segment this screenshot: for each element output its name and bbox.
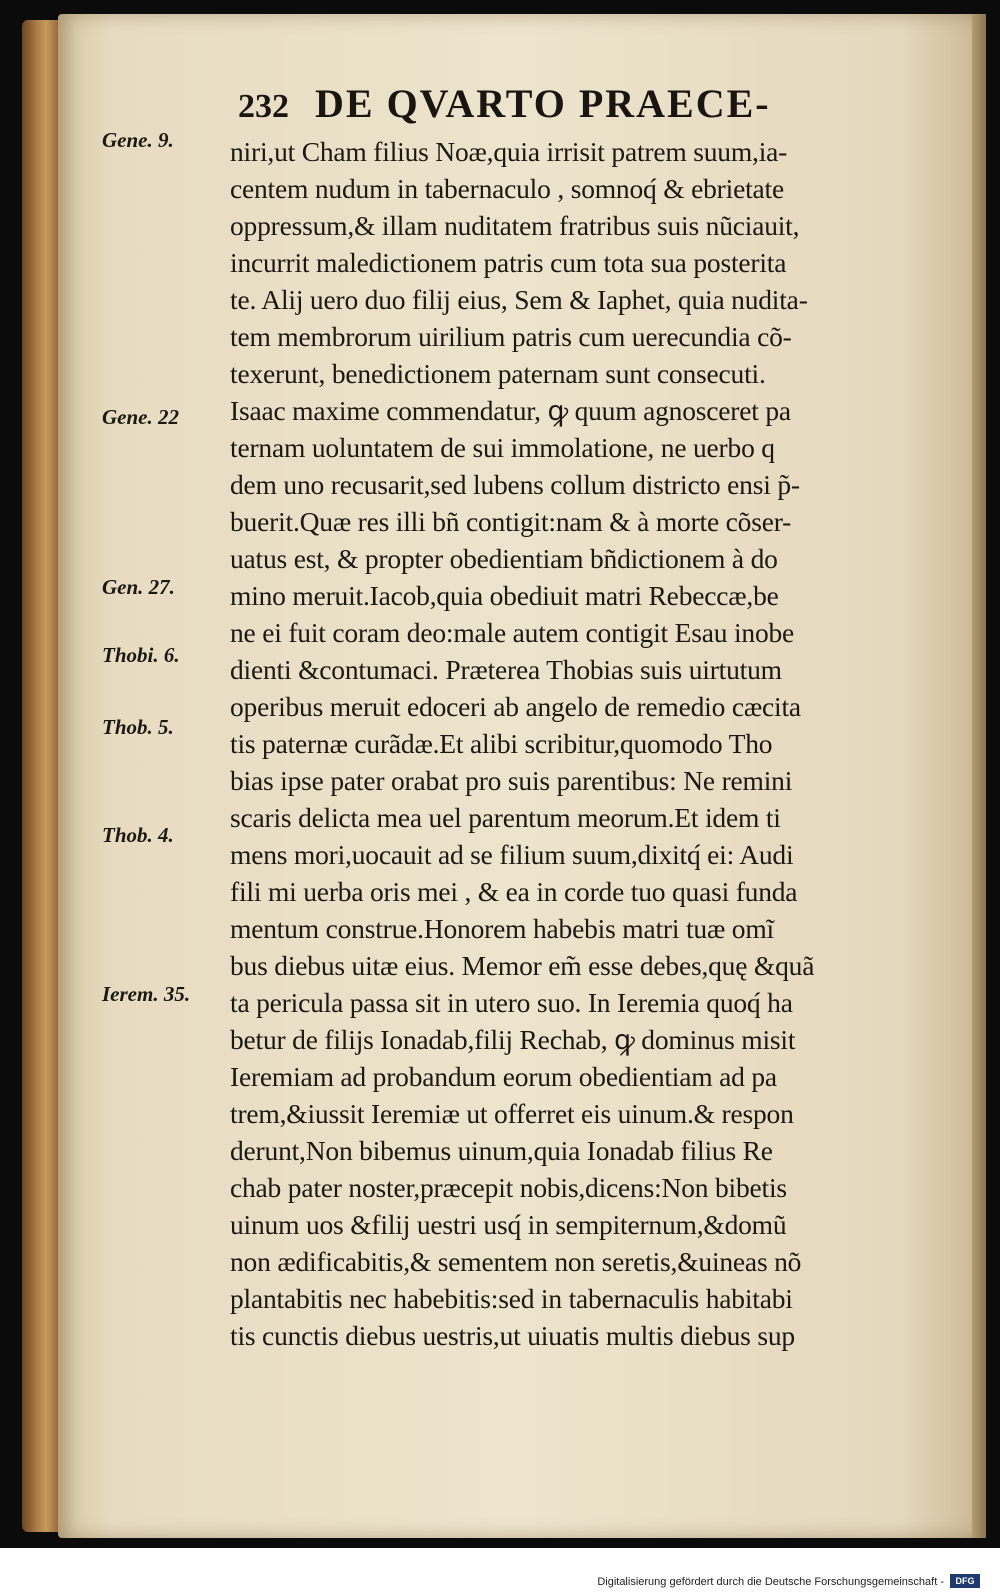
text-line: uinum uos &filij uestri usq́ in sempiternum,&domũ: [230, 1209, 787, 1240]
margin-note: Thob. 4.: [102, 823, 174, 847]
text-line: trem,&iussit Ieremiæ ut offerret eis uinum.& respon: [230, 1098, 794, 1129]
text-line: Isaac maxime commendatur, ꝙ quum agnosceret pa: [230, 395, 791, 426]
text-line: mentum construe.Honorem habebis matri tuæ omĩ: [230, 913, 774, 944]
text-line: dienti &contumaci. Præterea Thobias suis uirtutum: [230, 654, 782, 685]
margin-note: Ierem. 35.: [102, 982, 191, 1006]
text-line: ne ei fuit coram deo:male autem contigit Esau inobe: [230, 617, 795, 648]
text-line: buerit.Quæ res illi bñ contigit:nam & à morte cõser-: [230, 506, 792, 537]
text-line: fili mi uerba oris mei , & ea in corde tuo quasi funda: [230, 876, 798, 907]
text-line: non ædificabitis,& sementem non seretis,&uineas nõ: [230, 1246, 802, 1277]
book-spine: [22, 20, 62, 1532]
text-line: bias ipse pater orabat pro suis parentibus: Ne remini: [230, 765, 793, 796]
margin-note: Gene. 9.: [102, 128, 174, 152]
text-line: incurrit maledictionem patris cum tota sua posterita: [230, 247, 787, 278]
page-edge: [972, 14, 986, 1538]
text-line: ternam uoluntatem de sui immolatione, ne uerbo q: [230, 432, 775, 463]
text-line: Ieremiam ad probandum eorum obedientiam ad pa: [230, 1061, 777, 1092]
margin-note: Gene. 22: [102, 405, 179, 429]
text-line: mens mori,uocauit ad se filium suum,dixitq́ ei: Audi: [230, 839, 794, 870]
text-line: ta pericula passa sit in utero suo. In Ieremia quoq́ ha: [230, 987, 793, 1018]
text-line: scaris delicta mea uel parentum meorum.Et idem ti: [230, 802, 781, 833]
page-number: 232: [238, 88, 289, 125]
text-line: plantabitis nec habebitis:sed in tabernaculis habitabi: [230, 1283, 793, 1314]
margin-note: Thobi. 6.: [102, 643, 180, 667]
margin-note: Thob. 5.: [102, 715, 174, 739]
text-line: betur de filijs Ionadab,filij Rechab, ꝙ dominus misit: [230, 1024, 796, 1055]
text-line: dem uno recusarit,sed lubens collum districto ensi p̃-: [230, 469, 800, 500]
text-line: tem membrorum uirilium patris cum uerecundia cõ-: [230, 321, 792, 352]
text-line: te. Alij uero duo filij eius, Sem & Iaphet, quia nudita-: [230, 284, 808, 315]
text-line: bus diebus uitæ eius. Memor em̃ esse debes,quę &quã: [230, 950, 815, 981]
running-title: DE QVARTO PRAECE-: [315, 81, 771, 126]
footer-credit: Digitalisierung gefördert durch die Deutsche Forschungsgemeinschaft -: [597, 1576, 944, 1588]
text-line: centem nudum in tabernaculo , somnoq́ & ebrietate: [230, 173, 784, 204]
text-line: oppressum,& illam nuditatem fratribus suis nũciauit,: [230, 210, 800, 241]
text-line: derunt,Non bibemus uinum,quia Ionadab filius Re: [230, 1135, 773, 1166]
dfg-logo: DFG: [950, 1574, 980, 1588]
text-line: mino meruit.Iacob,quia obediuit matri Rebeccæ,be: [230, 580, 779, 611]
text-line: texerunt, benedictionem paternam sunt consecuti.: [230, 358, 766, 389]
text-line: tis cunctis diebus uestris,ut uiuatis multis diebus sup: [230, 1320, 795, 1351]
text-line: tis paternæ curãdæ.Et alibi scribitur,quomodo Tho: [230, 728, 773, 759]
text-line: chab pater noster,præcepit nobis,dicens:Non bibetis: [230, 1172, 787, 1203]
text-line: operibus meruit edoceri ab angelo de remedio cæcita: [230, 691, 801, 722]
running-head: [238, 80, 878, 126]
text-line: uatus est, & propter obedientiam bñdictionem à do: [230, 543, 778, 574]
margin-note: Gen. 27.: [102, 575, 175, 599]
text-line: niri,ut Cham filius Noæ,quia irrisit patrem suum,ia-: [230, 136, 788, 167]
